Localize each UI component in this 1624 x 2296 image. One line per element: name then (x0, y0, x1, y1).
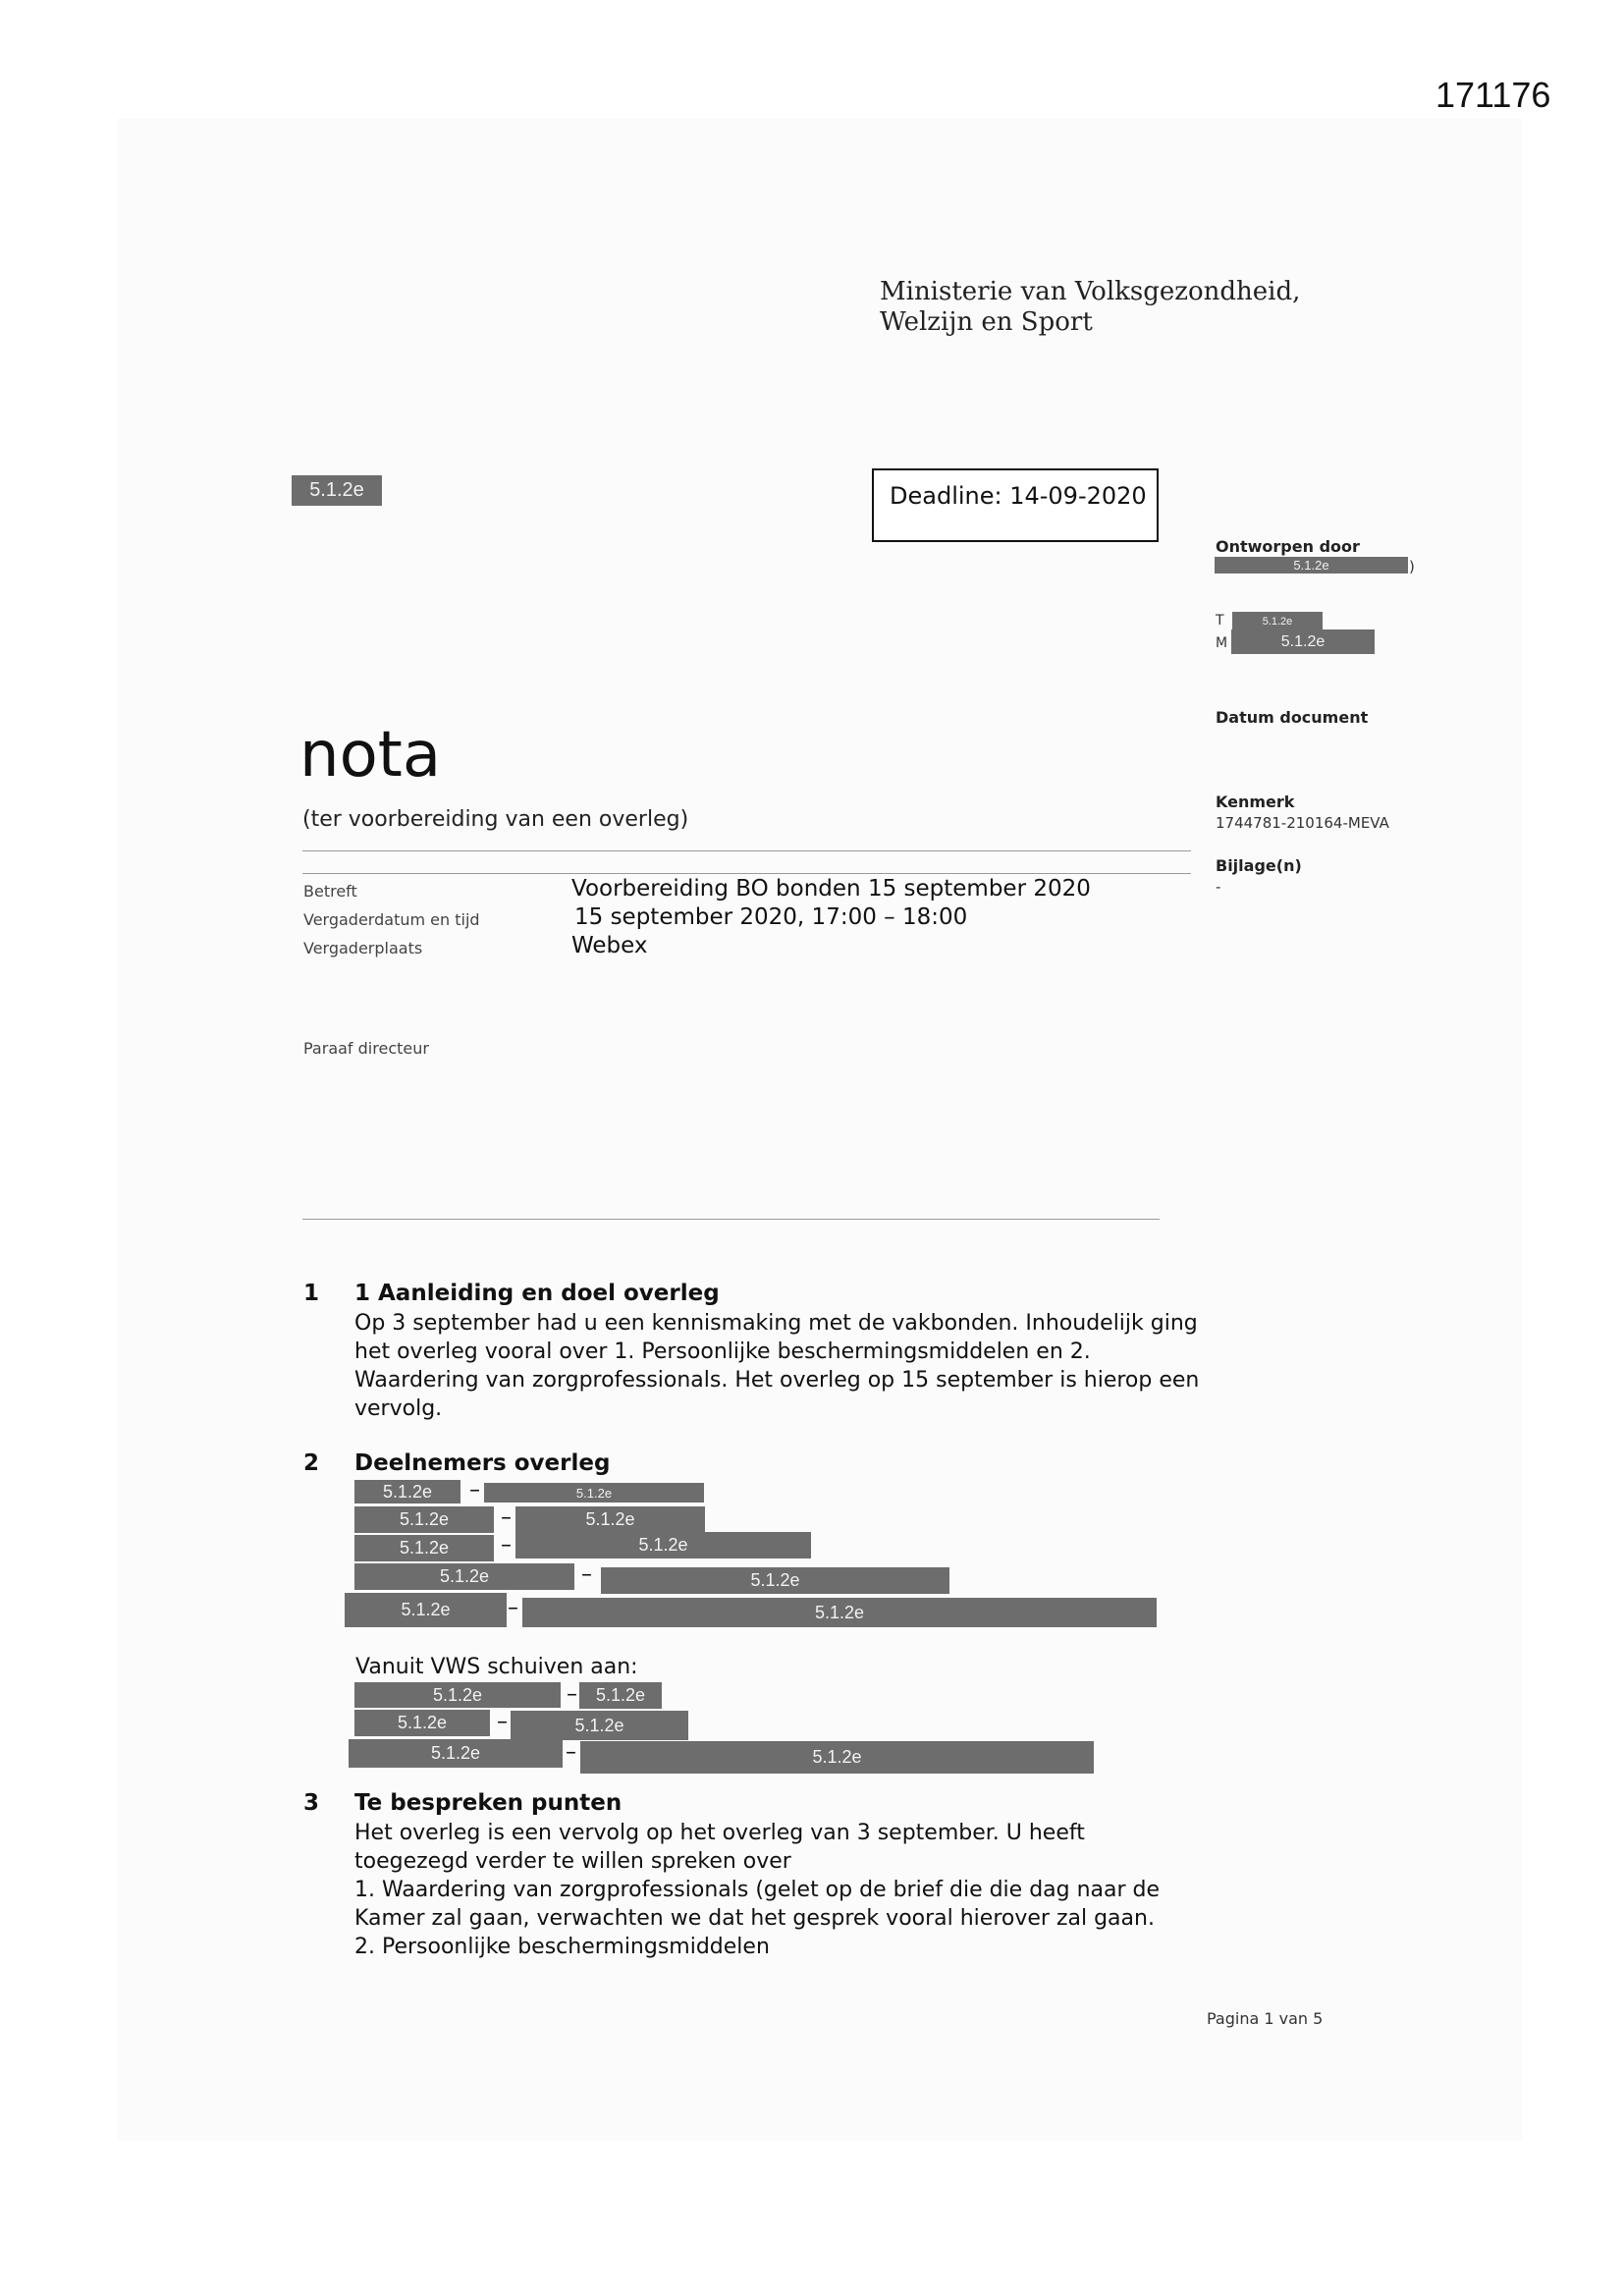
text-line: Het overleg is een vervolg op het overleg van 3 september. U heeft (354, 1821, 1085, 1845)
redaction-block: 5.1.2e (579, 1682, 662, 1709)
meta-value-plaats: Webex (571, 933, 648, 958)
page-number: Pagina 1 van 5 (1207, 2009, 1324, 2028)
meta-value-datum: 15 september 2020, 17:00 – 18:00 (574, 904, 968, 930)
document-title: nota (299, 719, 442, 792)
meta-label-betreft: Betreft (303, 882, 357, 901)
redaction-block: 5.1.2e (1215, 557, 1408, 574)
section-title: 1 Aanleiding en doel overleg (354, 1281, 720, 1306)
kenmerk-value: 1744781-210164-MEVA (1216, 814, 1389, 832)
redaction-block: 5.1.2e (1231, 629, 1375, 654)
redaction-block: 5.1.2e (292, 475, 382, 506)
redaction-block: 5.1.2e (354, 1535, 494, 1561)
redaction-block: 5.1.2e (349, 1739, 563, 1768)
meta-label-datum: Vergaderdatum en tijd (303, 910, 480, 929)
mobile-label: M (1216, 635, 1228, 651)
vws-intro: Vanuit VWS schuiven aan: (355, 1655, 638, 1679)
dash: – (581, 1562, 592, 1587)
redaction-block: 5.1.2e (484, 1483, 704, 1503)
text-line: Kamer zal gaan, verwachten we dat het gesprek vooral hierover zal gaan. (354, 1906, 1155, 1931)
redaction-block: 5.1.2e (345, 1593, 507, 1627)
ontworpen-suffix: ) (1409, 558, 1415, 575)
ministry-line-1: Ministerie van Volksgezondheid, (880, 277, 1301, 306)
text-line: het overleg vooral over 1. Persoonlijke beschermingsmiddelen en 2. (354, 1339, 1091, 1364)
redaction-block: 5.1.2e (515, 1532, 811, 1558)
section-body (354, 1819, 1160, 1961)
redaction-block: 5.1.2e (515, 1506, 705, 1533)
dash: – (501, 1505, 512, 1530)
redaction-block: 5.1.2e (580, 1741, 1094, 1774)
ministry-logo-text (880, 277, 1300, 338)
section-number: 3 (303, 1790, 320, 1816)
meta-value-betreft: Voorbereiding BO bonden 15 september 2020 (571, 876, 1091, 902)
redaction-block: 5.1.2e (511, 1711, 688, 1740)
redaction-block: 5.1.2e (354, 1480, 460, 1503)
section-title: Te bespreken punten (354, 1790, 623, 1816)
document-subtitle: (ter voorbereiding van een overleg) (302, 807, 689, 832)
text-line: Op 3 september had u een kennismaking met de vakbonden. Inhoudelijk ging (354, 1311, 1198, 1336)
divider (302, 873, 1191, 874)
telephone-label: T (1216, 613, 1224, 629)
dash: – (566, 1740, 576, 1765)
bijlage-label: Bijlage(n) (1216, 856, 1302, 875)
divider (302, 850, 1191, 851)
text-line: 1. Waardering van zorgprofessionals (gelet op de brief die die dag naar de (354, 1878, 1161, 1902)
divider (302, 1219, 1160, 1220)
deadline-box (872, 468, 1159, 542)
redaction-block: 5.1.2e (354, 1682, 561, 1708)
section-number: 2 (303, 1450, 320, 1476)
redaction-block: 5.1.2e (354, 1506, 494, 1533)
ontworpen-door-label: Ontworpen door (1216, 537, 1360, 556)
redaction-block: 5.1.2e (522, 1598, 1157, 1627)
redaction-block: 5.1.2e (601, 1567, 949, 1594)
dash: – (501, 1533, 512, 1558)
section-body (354, 1309, 1199, 1423)
section-title: Deelnemers overleg (354, 1450, 611, 1476)
section-number: 1 (303, 1281, 320, 1306)
dash: – (469, 1478, 480, 1503)
text-line: toegezegd verder te willen spreken over (354, 1849, 791, 1874)
kenmerk-label: Kenmerk (1216, 793, 1295, 811)
datum-document-label: Datum document (1216, 708, 1369, 727)
meta-label-plaats: Vergaderplaats (303, 939, 423, 957)
text-line: Waardering van zorgprofessionals. Het overleg op 15 september is hierop een (354, 1368, 1200, 1393)
bijlage-value: - (1216, 878, 1221, 896)
ministry-line-2: Welzijn en Sport (880, 307, 1093, 337)
redaction-block: 5.1.2e (354, 1710, 490, 1736)
redaction-block: 5.1.2e (354, 1563, 574, 1590)
deadline-text: Deadline: 14-09-2020 (890, 482, 1147, 510)
dash: – (497, 1710, 508, 1734)
paraaf-label: Paraaf directeur (303, 1039, 429, 1058)
document-number: 171176 (1435, 75, 1551, 115)
dash: – (567, 1682, 577, 1707)
redaction-block: 5.1.2e (1232, 612, 1323, 630)
dash: – (508, 1596, 518, 1620)
text-line: 2. Persoonlijke beschermingsmiddelen (354, 1935, 770, 1959)
text-line: vervolg. (354, 1396, 443, 1421)
